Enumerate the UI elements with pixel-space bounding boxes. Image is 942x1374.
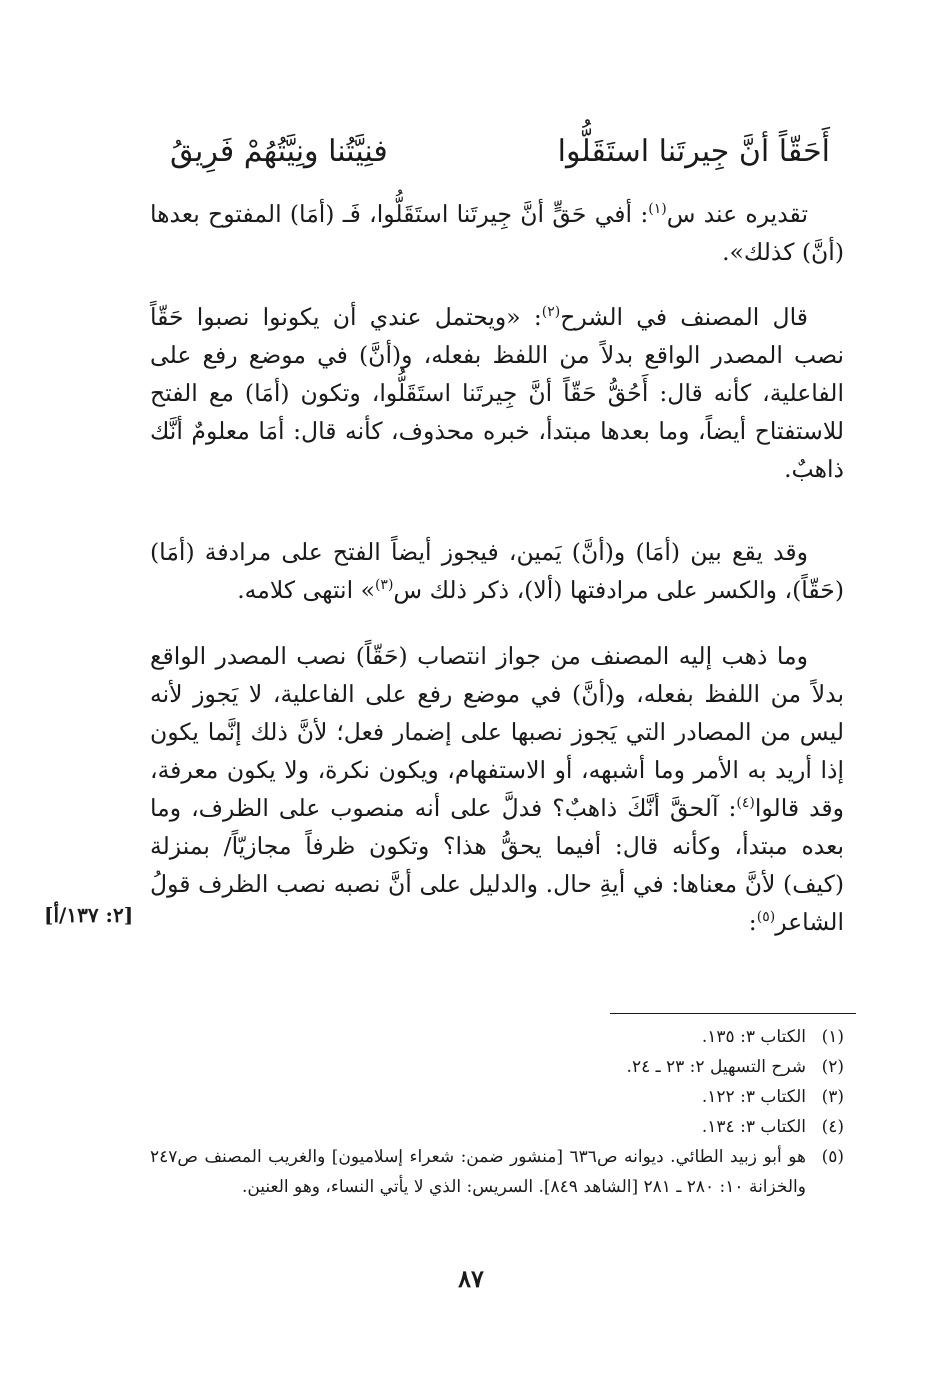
footnote-divider — [610, 1013, 856, 1014]
footnote-item — [150, 1052, 844, 1082]
paragraph-3 — [150, 533, 844, 609]
footnote-number: (٣) — [821, 1087, 844, 1107]
footnote-text: هو أبو زبيد الطائي. ديوانه ص٦٣٦ [منشور ضمن: شعراء إسلاميون] والغريب المصنف ص٢٤٧ والخزانة ١٠: ٢٨٠ ـ ٢٨١ [الشاهد ٨٤٩]. السريس: الذي لا يأتي النساء، وهو العنين. — [150, 1147, 806, 1197]
verse-first-hemistich: أَحَقّاً أنَّ جِيرتَنا استَقَلُّوا — [557, 134, 830, 169]
footnote-text: الكتاب ٣: ١٣٤. — [701, 1117, 806, 1137]
paragraph-1 — [150, 195, 844, 271]
footnote-number: (٢) — [821, 1057, 844, 1077]
footnote-text: الكتاب ٣: ١٢٢. — [701, 1087, 806, 1107]
paragraph-text: قال المصنف في الشرح — [560, 303, 808, 331]
paragraph-2 — [150, 298, 844, 488]
paragraph-4 — [150, 637, 844, 941]
footnote-item — [150, 1082, 844, 1112]
paragraph-text: وقد يقع بين (أمَا) و(أنَّ) يَمين، فيجوز أيضاً الفتح على مرادفة (أمَا) (حَقّاً)، والكسر على مرادفتها (ألا)، ذكر ذلك س — [150, 538, 844, 604]
footnote-number: (٤) — [821, 1117, 844, 1137]
footnote-item — [150, 1112, 844, 1142]
paragraph-text: : — [748, 908, 757, 936]
footnote-number: (١) — [821, 1027, 844, 1047]
footnote-item — [150, 1022, 844, 1052]
paragraph-text: : أفي حَقٍّ أنَّ جِيرتَنا استَقَلُّوا، فَـ (أمَا) المفتوح بعدها (أنَّ) كذلك». — [150, 200, 844, 266]
footnote-text: الكتاب ٣: ١٣٥. — [701, 1027, 806, 1047]
paragraph-text: : «ويحتمل عندي أن يكونوا نصبوا حَقّاً نصب المصدر الواقع بدلاً من اللفظ بفعله، و(أنَّ) في موضع رفع على الفاعلية، كأنه قال: أَحُقُّ حَقّاً أنَّ جِيرتَنا استَقَلُّوا، وتكون (أمَا) مع الفتح للاستفتاح أيضاً، وما بعدها مبتدأ، خبره محذوف، كأنه قال: أمَا معلومٌ أنَّك ذاهبٌ. — [150, 303, 844, 483]
poetry-verse — [170, 128, 830, 176]
paragraph-text: تقديره عند س — [666, 200, 808, 228]
page-number: ٨٧ — [458, 1264, 484, 1293]
footnote-ref: (٣) — [374, 577, 394, 594]
footnote-item — [150, 1142, 844, 1202]
footnote-text: شرح التسهيل ٢: ٢٣ ـ ٢٤. — [626, 1057, 806, 1077]
paragraph-text: » انتهى كلامه. — [237, 576, 375, 604]
footnote-number: (٥) — [821, 1147, 844, 1167]
footnote-ref: (١) — [648, 201, 667, 218]
paragraph-text: وما ذهب إليه المصنف من جواز انتصاب (حَقّاً) نصب المصدر الواقع بدلاً من اللفظ بفعله، و(أنَّ) في موضع رفع على الفاعلية، لا يَجوز لأنه ليس من المصادر التي يَجوز نصبها على إضمار فعل؛ لأنَّ ذلك إنَّما يكون إذا أريد به الأمر وما أشبهه، أو الاستفهام، ويكون نكرة، ولا يكون معرفة، وقد قالوا — [150, 642, 844, 822]
footnote-ref: (٢) — [541, 304, 561, 321]
verse-second-hemistich: فنِيَّتُنا ونِيَّتُهُمْ فَرِيقُ — [170, 134, 388, 169]
manuscript-margin-reference: [٢: ١٣٧/أ] — [44, 903, 134, 927]
paragraph-text: : آلحقَّ أنَّكَ ذاهبٌ؟ فدلَّ على أنه منصوب على الظرف، وما بعده مبتدأ، وكأنه قال: أفيما يحقُّ هذا؟ وتكون ظرفاً مجازيّاً/ بمنزلة (كيف) لأنَّ معناها: في أيةِ حال. والدليل على أنَّ نصبه نصب الظرف قولُ الشاعر — [150, 794, 844, 936]
footnote-ref: (٤) — [736, 795, 755, 812]
footnote-ref: (٥) — [756, 909, 776, 926]
footnotes — [150, 1022, 844, 1202]
